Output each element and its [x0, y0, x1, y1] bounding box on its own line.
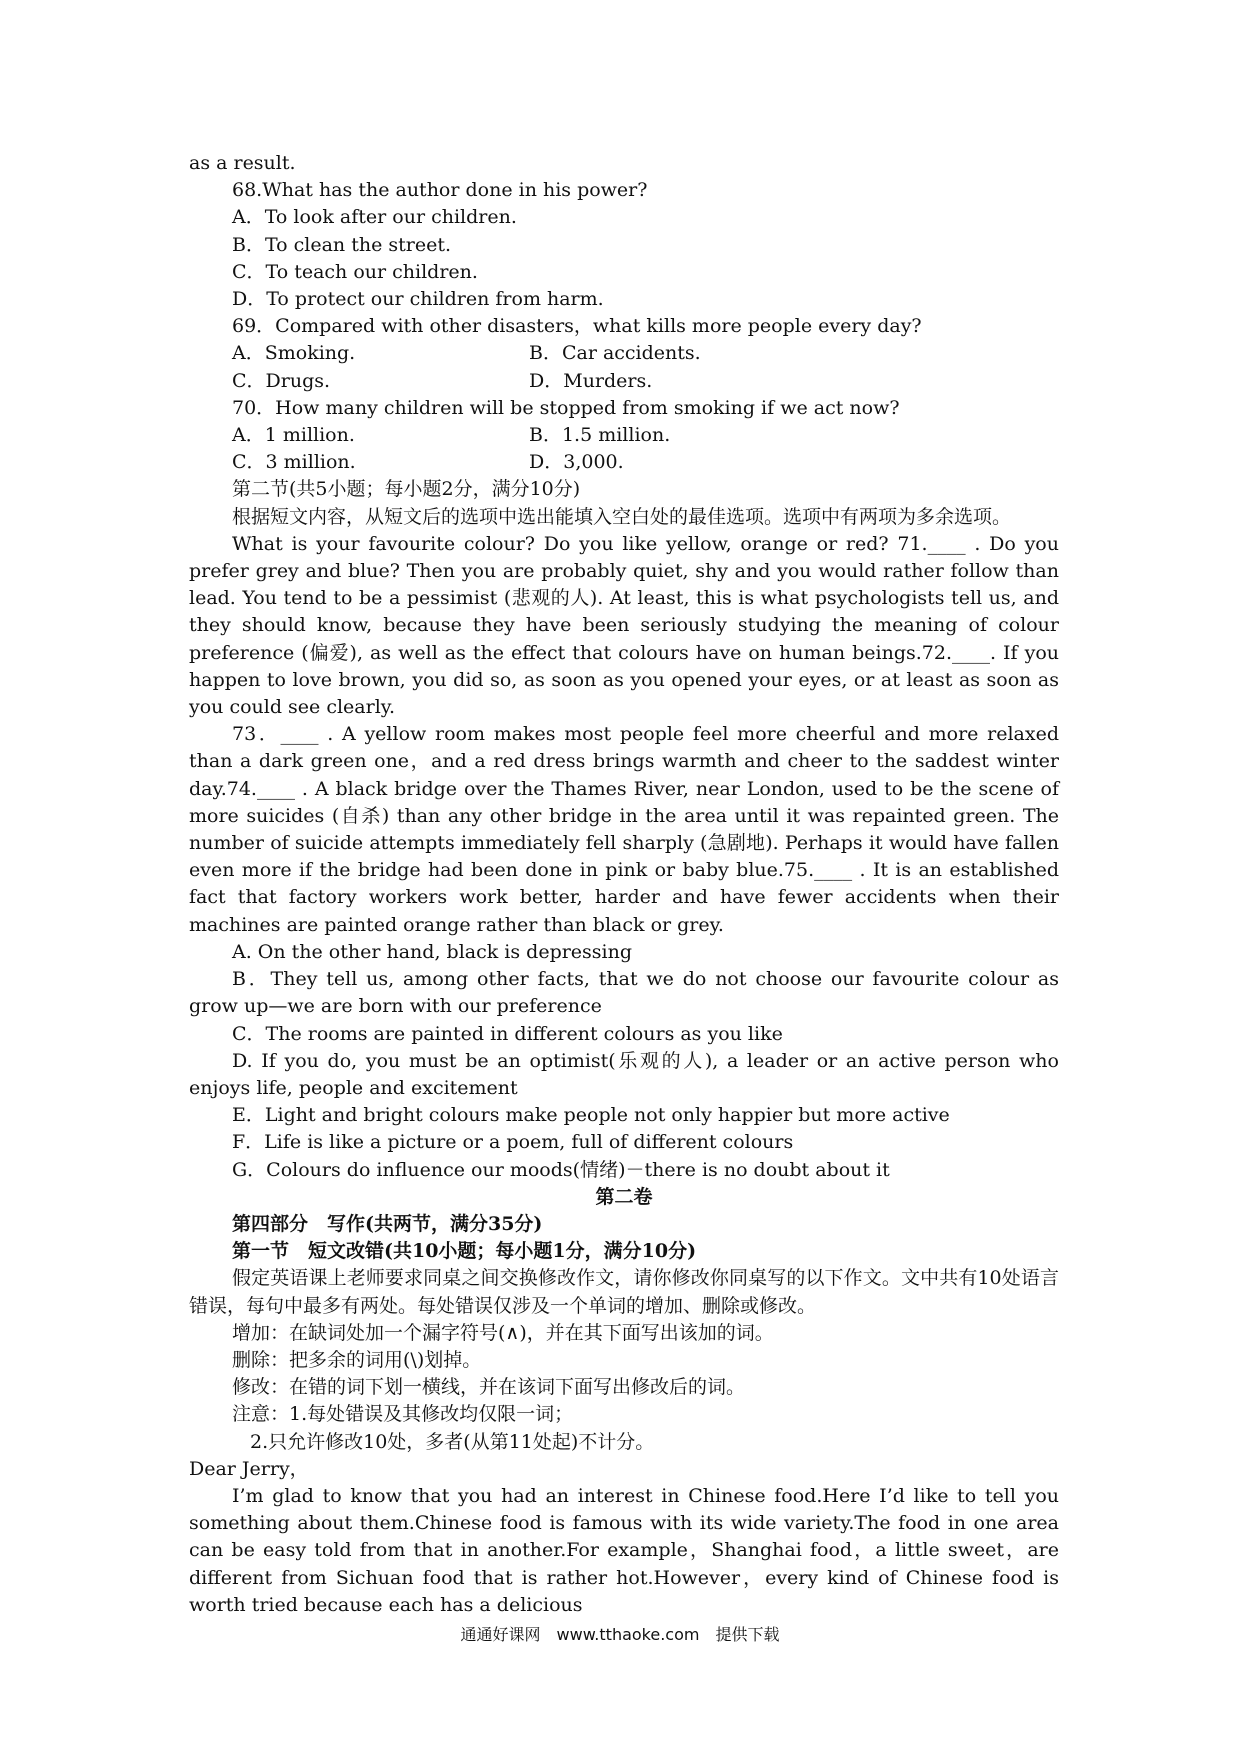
section2-instruction: [189, 504, 1059, 531]
part4-section1-heading: 第一节 短文改错(共10小题；每小题1分，满分10分): [232, 1240, 697, 1263]
section2-heading: 第二节(共5小题；每小题2分，满分10分): [232, 478, 581, 501]
letter-salutation: Dear Jerry，: [189, 1457, 309, 1480]
q69-stem: 69．Compared with other disasters，what kills more people every day?: [232, 315, 922, 338]
q68-option-a: A．To look after our children.: [232, 206, 517, 229]
q69-option-a: A．Smoking.: [232, 342, 356, 365]
part4-instruction-text: 假定英语课上老师要求同桌之间交换修改作文，请你修改你同桌写的以下作文。文中共有10处语言错误，每句中最多有两处。每处错误仅涉及一个单词的增加、删除或修改。: [189, 1267, 1059, 1317]
volume2-title: 第二卷: [595, 1185, 653, 1208]
q70-option-b: B．1.5 million.: [529, 424, 671, 447]
part4-heading: 第四部分 写作(共两节，满分35分): [232, 1212, 543, 1235]
q68-stem: 68.What has the author done in his power?: [232, 179, 648, 202]
option-b-text: B．They tell us, among other facts, that we do not choose our favourite colour as grow up—we are born with our preference: [189, 968, 1059, 1018]
letter-body: [189, 1483, 1059, 1619]
q70-stem: 70．How many children will be stopped from smoking if we act now?: [232, 396, 900, 419]
q69-option-c: C．Drugs.: [232, 369, 331, 392]
option-f: [189, 1129, 1059, 1156]
option-d-text: D. If you do, you must be an optimist(乐观的人), a leader or an active person who enjoys life, people and excitement: [189, 1049, 1059, 1099]
rule-modify: 修改：在错的词下划一横线，并在该词下面写出修改后的词。: [232, 1376, 746, 1399]
q67-tail: as a result.: [189, 152, 296, 174]
q70-options-row1: [189, 422, 1059, 449]
q69-option-b: B．Car accidents.: [529, 342, 701, 365]
passage-paragraph-2: [189, 721, 1059, 939]
option-a-text: A. On the other hand, black is depressing: [232, 940, 633, 963]
option-c: [189, 1021, 1059, 1048]
option-d: [189, 1048, 1059, 1102]
rule-add: 增加：在缺词处加一个漏字符号(∧)，并在其下面写出该加的词。: [232, 1321, 774, 1344]
note-1: 注意：1.每处错误及其修改均仅限一词；: [232, 1403, 574, 1426]
option-c-text: C．The rooms are painted in different colours as you like: [232, 1022, 783, 1045]
note-2: 2.只允许修改10处，多者(从第11处起)不计分。: [250, 1430, 655, 1453]
page-footer: 通通好课网 www.tthaoke.com 提供下载: [460, 1625, 780, 1644]
option-e: [189, 1102, 1059, 1129]
option-e-text: E．Light and bright colours make people not only happier but more active: [232, 1104, 950, 1127]
part4-instruction: [189, 1265, 1059, 1319]
q69-option-d: D．Murders.: [529, 369, 653, 392]
passage-paragraph-1: [189, 531, 1059, 721]
q69-options-row2: [189, 368, 1059, 395]
rule-delete: 删除：把多余的词用(\)划掉。: [232, 1348, 482, 1371]
letter-body-text: I’m glad to know that you had an interest in Chinese food.Here I’d like to tell you something about them.Chinese food is famous with its wide variety.The food in one area can be easy told from that in another.For example，Shanghai food，a little sweet，are different from Sichuan food that is rather hot.However，every kind of Chinese food is worth tried because each has a delicious: [189, 1484, 1059, 1616]
q68-option-b: B．To clean the street.: [232, 233, 451, 256]
section2-instruction-text: 根据短文内容，从短文后的选项中选出能填入空白处的最佳选项。选项中有两项为多余选项。: [232, 505, 1012, 528]
option-f-text: F．Life is like a picture or a poem, full of different colours: [232, 1131, 794, 1154]
passage-paragraph-2-text: 73．____ . A yellow room makes most people feel more cheerful and more relaxed than a dark green one，and a red dress brings warmth and cheer to the saddest winter day.74.____ . A black bridge over the Thames River, near London, used to be the scene of more suicides (自杀) than any other bridge in the area until it was repainted green. The number of suicide attempts immediately fell sharply (急剧地). Perhaps it would have fallen even more if the bridge had been done in pink or baby blue.75.____ . It is an established fact that factory workers work better, harder and have fewer accidents when their machines are painted orange rather than black or grey.: [189, 723, 1059, 936]
q69-options-row1: [189, 340, 1059, 367]
passage-paragraph-1-text: What is your favourite colour? Do you like yellow, orange or red? 71.____ . Do you prefer grey and blue? Then you are probably quiet, shy and you would rather follow than lead. You tend to be a pessimist (悲观的人). At least, this is what psychologists tell us, and they should know, because they have been seriously studying the meaning of colour preference (偏爱), as well as the effect that colours have on human beings.72.____. If you happen to love brown, you did so, as soon as you opened your eyes, or at least as soon as you could see clearly.: [189, 532, 1059, 719]
q68-option-d: D．To protect our children from harm.: [232, 288, 604, 311]
option-b: [189, 966, 1059, 1020]
q70-option-a: A．1 million.: [232, 424, 355, 447]
q70-options-row2: [189, 449, 1059, 476]
q70-option-c: C．3 million.: [232, 451, 356, 474]
option-g: [189, 1157, 1059, 1184]
q68-option-c: C．To teach our children.: [232, 260, 478, 283]
q70-option-d: D．3,000.: [529, 451, 624, 474]
exam-page: [189, 150, 1059, 1619]
option-a: [189, 939, 1059, 966]
option-g-text: G．Colours do influence our moods(情绪)－there is no doubt about it: [232, 1158, 890, 1181]
